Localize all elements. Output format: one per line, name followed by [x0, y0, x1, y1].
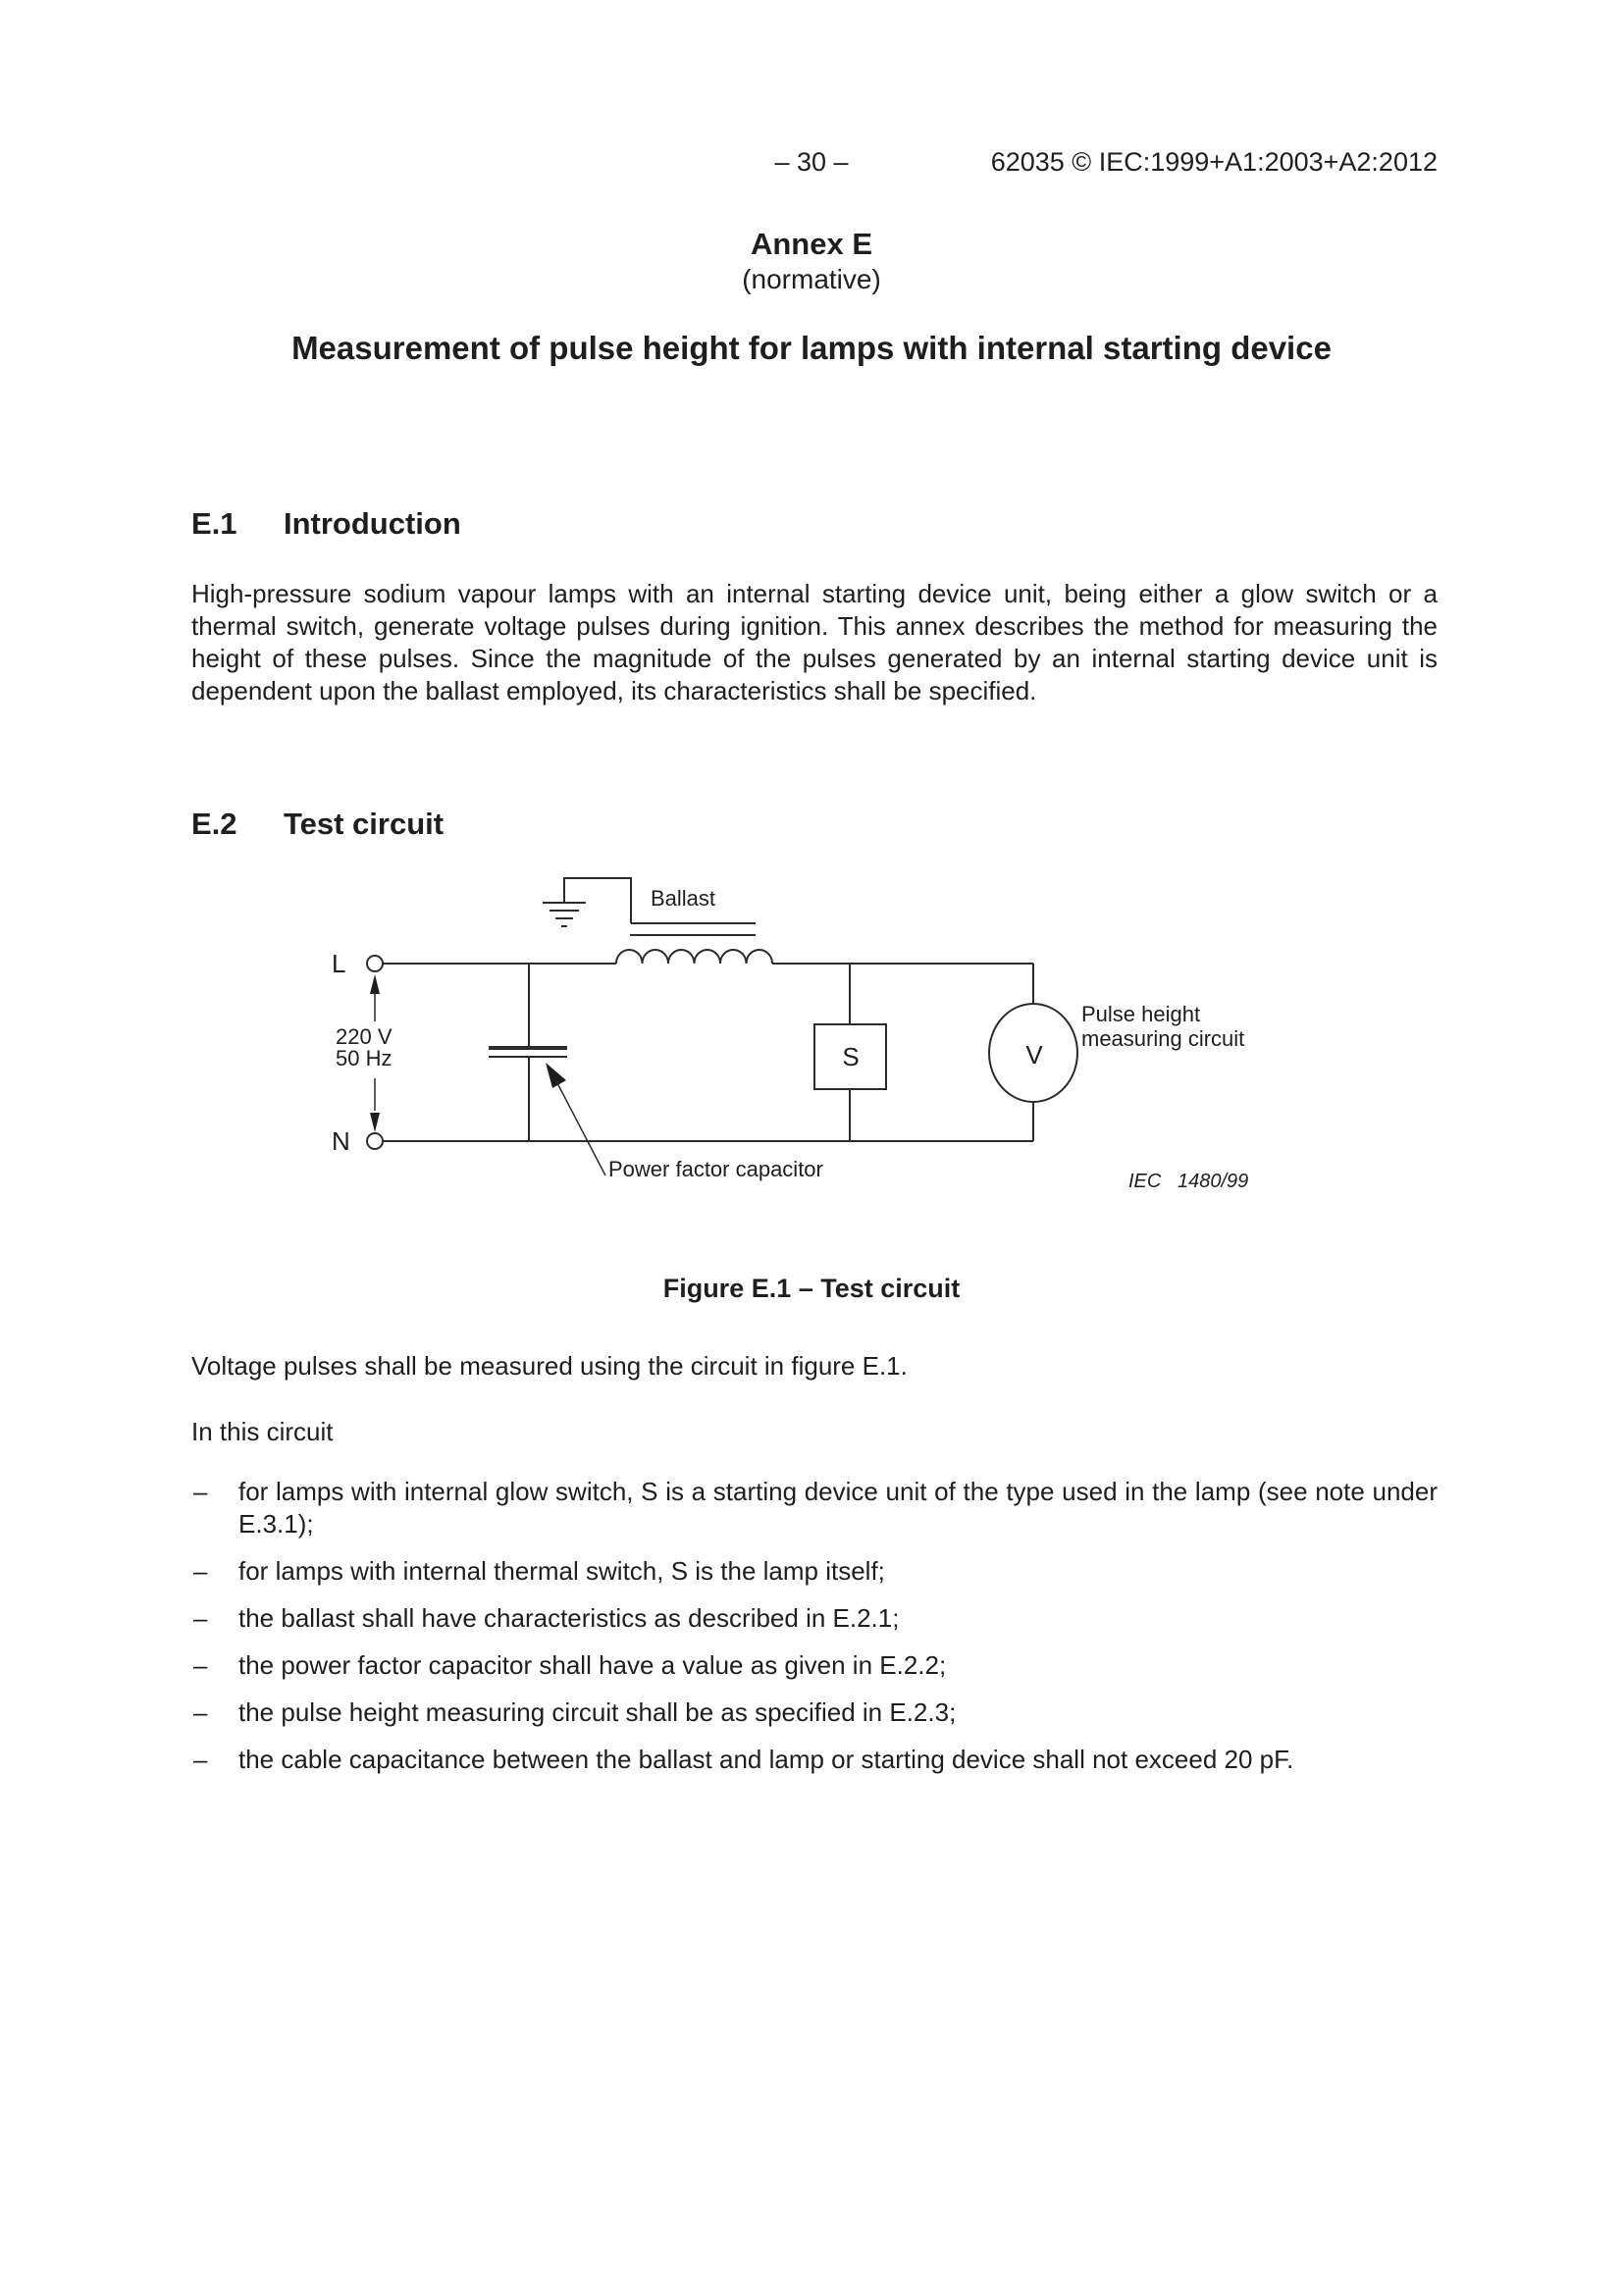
section-number: E.2 [191, 807, 237, 841]
section-heading-e2 [191, 807, 1438, 842]
list-item-text: the ballast shall have characteristics as described in E.2.1; [238, 1603, 900, 1633]
document-reference: 62035 © IEC:1999+A1:2003+A2:2012 [990, 147, 1438, 177]
pointer-arrowhead-icon [546, 1063, 566, 1088]
power-factor-capacitor-label: Power factor capacitor [608, 1157, 823, 1181]
iec-figure-reference: IEC 1480/99 [1128, 1171, 1249, 1192]
list-item-marker: – [193, 1556, 208, 1586]
pulse-height-label-line1: Pulse height [1081, 1002, 1201, 1026]
in-this-circuit-paragraph: In this circuit [191, 1417, 334, 1446]
introduction-paragraph: High-pressure sodium vapour lamps with an internal starting device unit, being either a glow switch or a thermal switch, generate voltage pulses during ignition. This annex describes the method for measuring the height of these pulses. Since the magnitude of the pulses generated by an internal starting device unit is dependent upon the ballast employed, its characteristics shall be specified. [191, 579, 1438, 705]
starting-device-label: S [842, 1042, 860, 1071]
circuit-conditions-list [191, 1476, 1438, 1791]
list-item-text: for lamps with internal glow switch, S is a starting device unit of the type used in the lamp (see note under E.3.1); [238, 1477, 1438, 1539]
list-item-marker: – [193, 1745, 208, 1774]
section-title: Introduction [284, 506, 461, 541]
pointer-line [556, 1081, 605, 1175]
list-item [191, 1476, 1438, 1540]
terminal-l-node [367, 956, 383, 971]
test-circuit-diagram [294, 863, 1295, 1207]
list-item-text: the cable capacitance between the ballast and lamp or starting device shall not exceed 20 pF. [238, 1745, 1294, 1774]
terminal-n-label: N [332, 1126, 350, 1156]
page-header [0, 147, 1623, 181]
list-item-text: the power factor capacitor shall have a value as given in E.2.2; [238, 1650, 947, 1680]
inductor-icon [616, 950, 772, 964]
list-item-text: for lamps with internal thermal switch, S is the lamp itself; [238, 1556, 885, 1586]
supply-voltage-label: 220 V [336, 1024, 393, 1049]
section-heading-e1 [191, 506, 1438, 542]
list-item-marker: – [193, 1603, 208, 1633]
list-item-marker: – [193, 1477, 208, 1506]
ballast-label: Ballast [651, 886, 716, 911]
list-item-marker: – [193, 1697, 208, 1727]
pulse-height-label-line2: measuring circuit [1081, 1026, 1245, 1051]
capacitor-icon [489, 1048, 567, 1057]
annex-heading: Measurement of pulse height for lamps with internal starting device [291, 330, 1332, 366]
earth-ground-icon [543, 903, 586, 926]
list-item [191, 1744, 1438, 1776]
figure-caption: Figure E.1 – Test circuit [662, 1274, 961, 1303]
page-number: – 30 – [774, 147, 849, 177]
annex-title: Annex E [750, 227, 873, 261]
section-number: E.1 [191, 506, 237, 541]
terminal-l-label: L [332, 949, 346, 978]
section-title: Test circuit [284, 807, 445, 841]
list-item [191, 1696, 1438, 1729]
ballast-earth-wire [564, 878, 631, 923]
supply-frequency-label: 50 Hz [336, 1046, 393, 1070]
terminal-n-node [367, 1133, 383, 1149]
voltage-pulses-paragraph: Voltage pulses shall be measured using the circuit in figure E.1. [191, 1351, 908, 1381]
arrow-up-icon [370, 974, 380, 994]
list-item-text: the pulse height measuring circuit shall be as specified in E.2.3; [238, 1697, 957, 1727]
annex-normative-label: (normative) [742, 264, 881, 294]
voltmeter-label: V [1025, 1040, 1043, 1070]
arrow-down-icon [370, 1113, 380, 1132]
list-item [191, 1555, 1438, 1588]
list-item [191, 1649, 1438, 1682]
list-item-marker: – [193, 1650, 208, 1680]
list-item [191, 1602, 1438, 1635]
